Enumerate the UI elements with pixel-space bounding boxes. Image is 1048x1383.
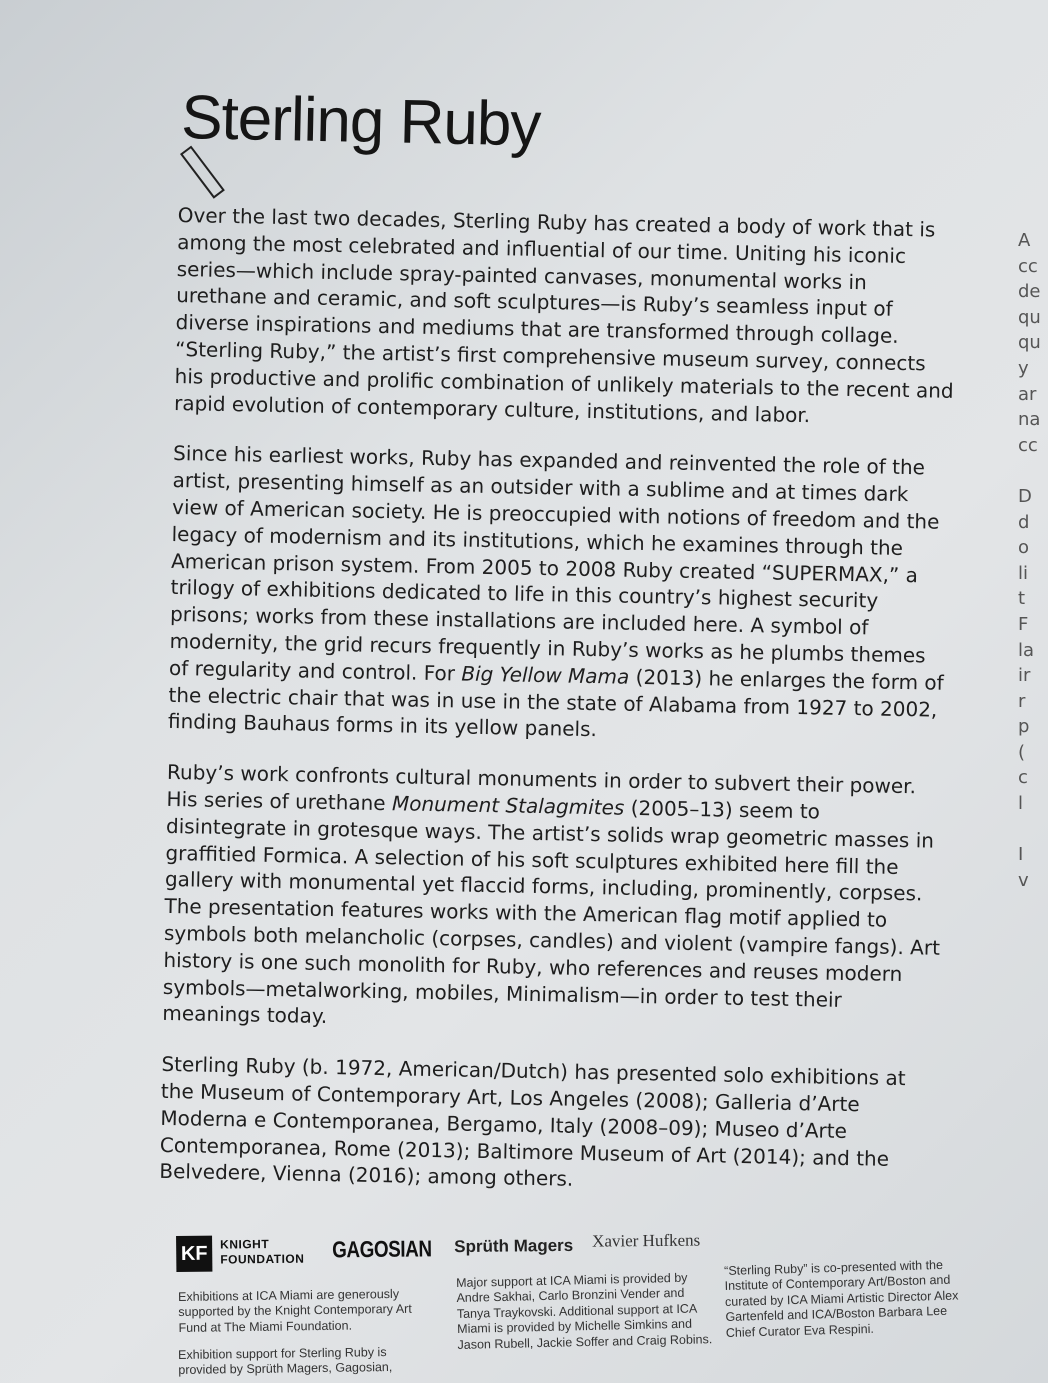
paragraph-1: Over the last two decades, Sterling Ruby has created a body of work that is among the most celebrated and influential of our time. Uniting his iconic series—which include spray-painted canvases, monumental works in urethane and ceramic, and soft sculptures—is Ruby’s seamless input of diverse inspirations and mediums that are transformed through collage. “Sterling Ruby,” the artist’s first comprehensive museum survey, connects his productive and prolific combination of unlikely materials to the recent and rapid evolution of contemporary culture, institutions, and labor. bbox=[173, 202, 954, 427]
credit-exhibition-support: Exhibition support for Sterling Ruby is provided by Sprüth Magers, Gagosian, bbox=[178, 1345, 393, 1378]
gagosian-logo: GAGOSIAN bbox=[332, 1235, 432, 1263]
paragraph-3: Ruby’s work confronts cultural monuments in order to subvert their power. His series of urethane Monument Stalagmites (2005–13) seem to disintegrate in grotesque ways. The artist’s solids wrap geometric masses in graffitied Formica. A selection of his soft sculptures exhibited here fill the gallery with monumental yet flaccid forms, including, prominently, corpses. The presentation features works with the American flag motif applied to symbols both melancholic (corpses, candles) and violent (vampire fangs). Art history is one such monolith for Ruby, who references and reuses modern symbols—metalworking, mobiles, Minimalism—in order to test their meanings today. bbox=[162, 760, 941, 1029]
wall-text-body bbox=[159, 202, 958, 1224]
credit-knight-support: Exhibitions at ICA Miami are generously supported by the Knight Contemporary Art Fund at The Miami Foundation. bbox=[178, 1286, 412, 1335]
spruth-magers-logo: Sprüth Magers bbox=[454, 1235, 574, 1257]
paragraph-4: Sterling Ruby (b. 1972, American/Dutch) has presented solo exhibitions at the Museum of Contemporary Art, Los Angeles (2008); Galleria d’Arte Moderna e Contemporanea, Bergamo, Italy (2008–09); Museo d’Arte Contemporanea, Rome (2013); Baltimore Museum of Art (2014); and the Belvedere, Vienna (2016); among others. bbox=[159, 1051, 906, 1192]
adjacent-panel-text: A cc de qu qu y ar na cc D d o li t F la ir r p ( c l I v bbox=[1018, 230, 1041, 891]
artwork-title-monument-stalagmites: Monument Stalagmites bbox=[391, 791, 625, 820]
credit-major-support: Major support at ICA Miami is provided by Andre Sakhai, Carlo Bronzini Vender and Tanya Traykovski. Additional support at ICA Miami is provided by Michelle Simkins and Jason Rubell, Jackie Soffer and Craig Robins. bbox=[456, 1270, 713, 1352]
paragraph-2: Since his earliest works, Ruby has expanded and reinvented the role of the artist, presenting himself as an outsider with a sublime and at times dark view of American society. He is preoccupied with notions of freedom and the legacy of modernism and its institutions, which he examines through the American prison system. From 2005 to 2008 Ruby created “SUPERMAX,” a trilogy of exhibitions dedicated to life in this country’s highest security prisons; works from these installations are included here. A symbol of modernity, the grid recurs frequently in Ruby’s works as he plumbs themes of regularity and control. For Big Yellow Mama (2013) he enlarges the form of the electric chair that was in use in the state of Alabama from 1927 to 2002, finding Bauhaus forms in its yellow panels. bbox=[167, 441, 944, 742]
knight-foundation-logo-icon: KF bbox=[176, 1236, 212, 1272]
artwork-title-big-yellow-mama: Big Yellow Mama bbox=[461, 661, 630, 689]
xavier-hufkens-logo: Xavier Hufkens bbox=[592, 1230, 701, 1251]
credit-co-presented: “Sterling Ruby” is co-presented with the Institute of Contemporary Art/Boston and curated by ICA Miami Artistic Director Alex Gartenfeld and ICA/Boston Barbara Lee Chief Curator Eva Respini. bbox=[724, 1257, 959, 1340]
wall-text-title: Sterling Ruby bbox=[180, 82, 542, 160]
knight-foundation-wordmark: KNIGHT FOUNDATION bbox=[220, 1237, 305, 1267]
